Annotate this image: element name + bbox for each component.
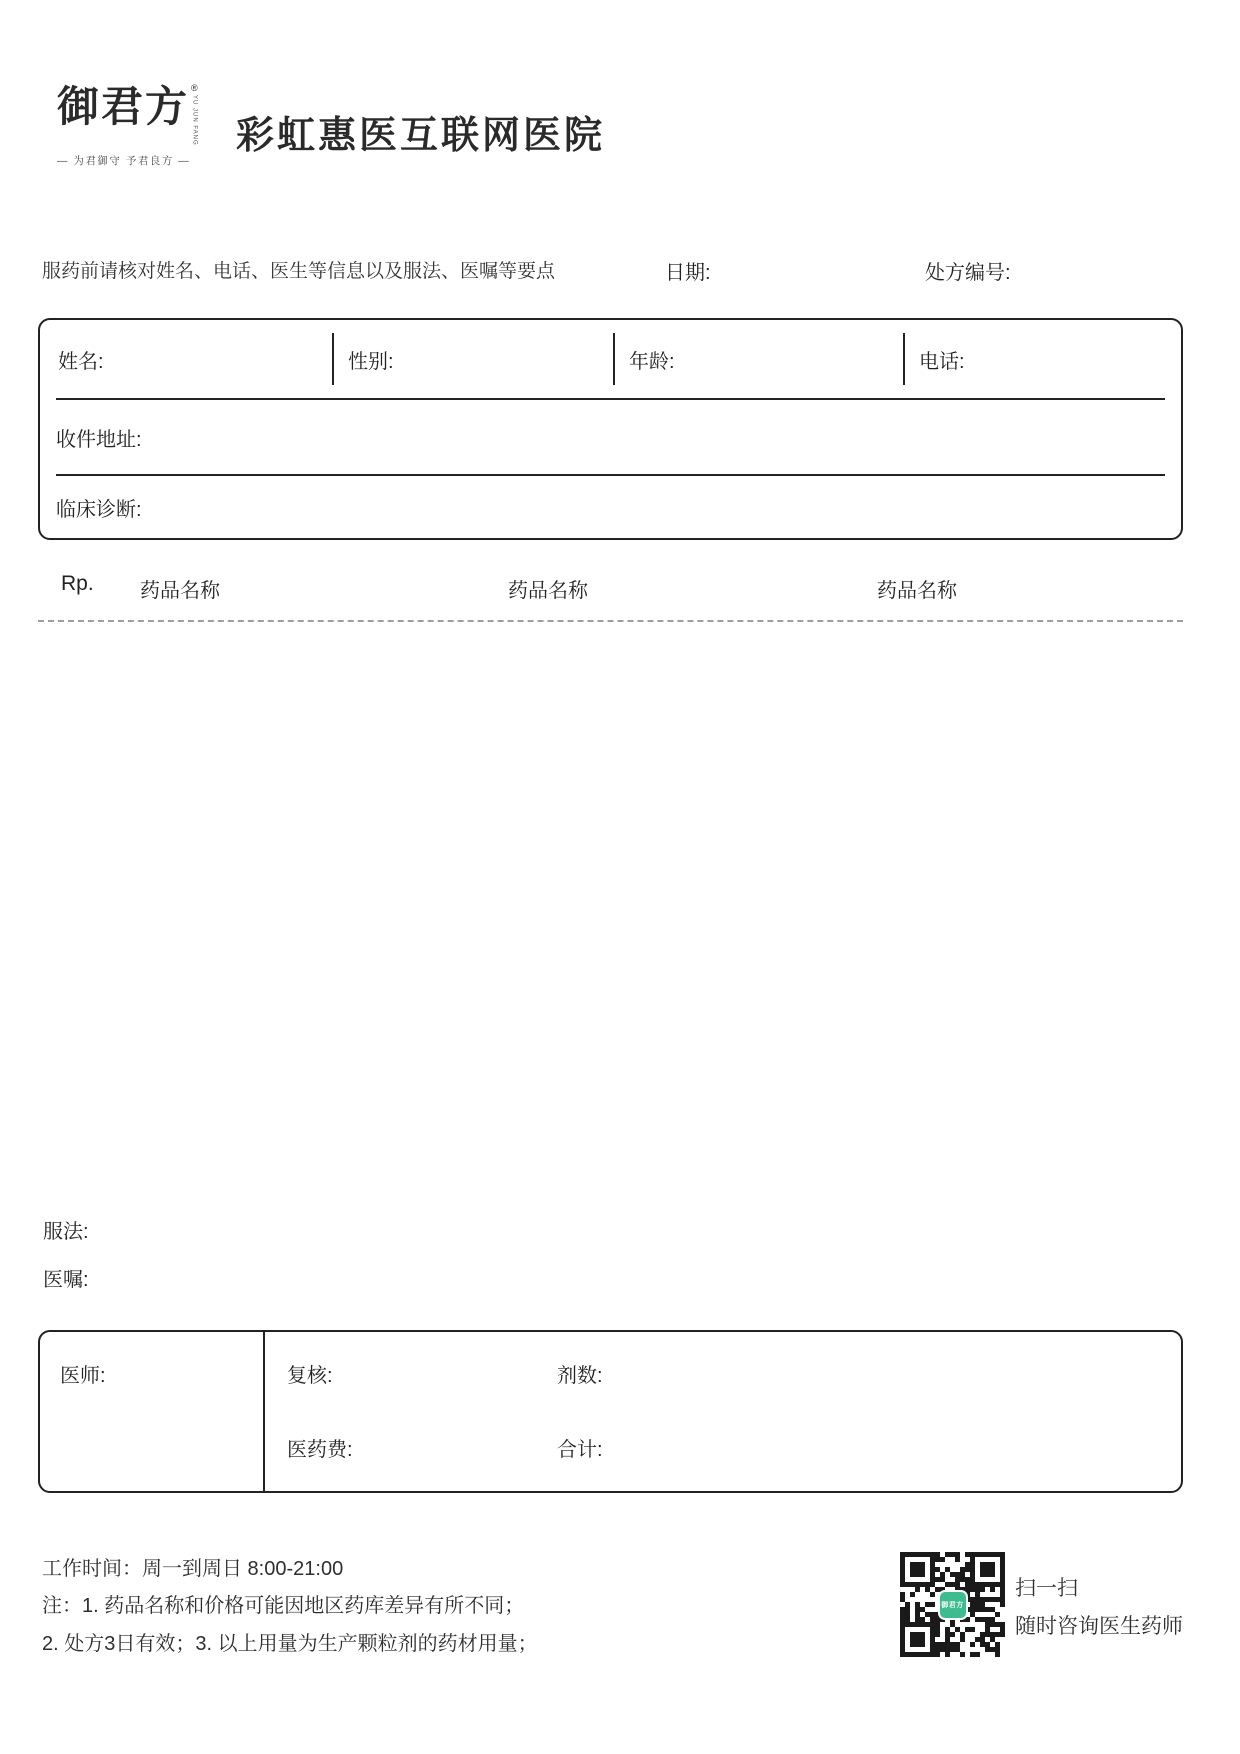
- summary-right-cell: [265, 1332, 1181, 1491]
- brand-logo: [57, 84, 207, 168]
- brand-logo-romanized: YU JUN FANG: [191, 95, 198, 146]
- patient-info-row-1: [56, 320, 1165, 400]
- date-label: 日期:: [665, 262, 711, 284]
- brand-tagline: — 为君御守 予君良方 —: [57, 154, 191, 167]
- patient-age-field: [615, 333, 905, 385]
- patient-name-field: [56, 333, 334, 385]
- footer-note-line-1: 注：1. 药品名称和价格可能因地区药库差异有所不同；: [42, 1595, 525, 1617]
- work-hours-text: 工作时间：周一到周日 8:00-21:00: [42, 1558, 344, 1580]
- patient-info-box: [38, 318, 1183, 540]
- shipping-address-label: 收件地址:: [56, 428, 142, 451]
- patient-gender-label: 性别:: [348, 350, 394, 373]
- patient-name-label: 姓名:: [58, 350, 104, 373]
- prescription-number-label: 处方编号:: [925, 262, 1011, 284]
- qr-code: [900, 1552, 1005, 1657]
- qr-center-logo: 御君方: [938, 1590, 968, 1620]
- patient-gender-field: [334, 333, 615, 385]
- usage-method-label: 服法:: [43, 1221, 89, 1243]
- medication-notice: 服药前请核对姓名、电话、医生等信息以及服法、医嘱等要点: [42, 261, 556, 282]
- footer-note-line-2: 2. 处方3日有效；3. 以上用量为生产颗粒剂的药材用量；: [42, 1633, 538, 1655]
- patient-phone-field: [905, 333, 1165, 385]
- total-label: 合计:: [557, 1439, 603, 1461]
- brand-logo-text: 御君方: [57, 82, 190, 131]
- hospital-title: 彩虹惠医互联网医院: [236, 115, 606, 157]
- clinical-diagnosis-label: 临床诊断:: [56, 498, 142, 521]
- summary-row-1: [287, 1359, 1181, 1388]
- summary-box: [38, 1330, 1183, 1493]
- doctor-advice-label: 医嘱:: [43, 1269, 89, 1291]
- dose-count-label: 剂数:: [557, 1365, 603, 1387]
- scan-prompt: 扫一扫: [1015, 1577, 1078, 1600]
- patient-phone-label: 电话:: [919, 350, 965, 373]
- doctor-label: 医师:: [60, 1365, 106, 1387]
- drug-name-column-header-1: 药品名称: [140, 580, 220, 602]
- doctor-signature-cell: [40, 1332, 265, 1491]
- shipping-address-field: [56, 400, 1165, 476]
- medical-fee-label: 医药费:: [287, 1439, 353, 1461]
- scan-description: 随时咨询医生药师: [1015, 1615, 1183, 1638]
- drug-list-separator: [38, 620, 1183, 622]
- rp-label: Rp.: [61, 572, 94, 595]
- clinical-diagnosis-field: [56, 476, 1165, 538]
- drug-name-column-header-2: 药品名称: [508, 580, 588, 602]
- patient-age-label: 年龄:: [629, 350, 675, 373]
- drug-name-column-header-3: 药品名称: [877, 580, 957, 602]
- summary-row-2: [287, 1433, 1181, 1462]
- registered-mark-icon: ®: [191, 83, 198, 93]
- review-label: 复核:: [287, 1365, 333, 1387]
